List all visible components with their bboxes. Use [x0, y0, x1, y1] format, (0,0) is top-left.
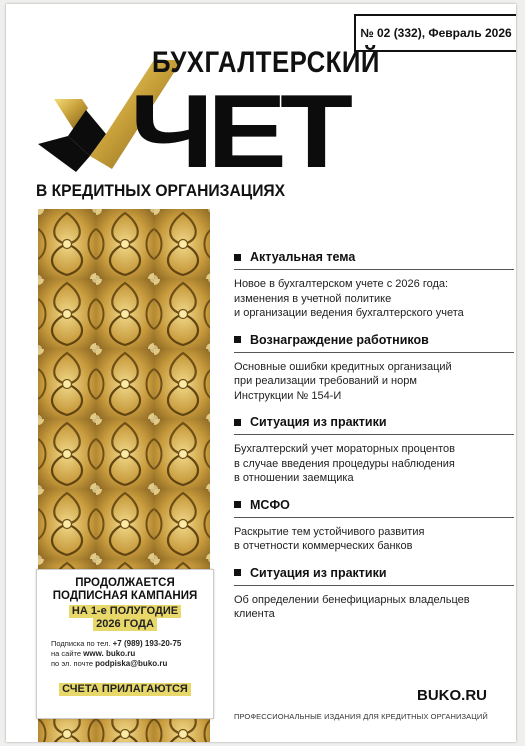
section-heading: Вознаграждение работников	[250, 332, 429, 347]
masthead-line3: В КРЕДИТНЫХ ОРГАНИЗАЦИЯХ	[36, 181, 286, 200]
promo-contacts: Подписка по тел. +7 (989) 193-20-75 на сайте www. buko.ru по эл. почте podpiska@buko.ru	[51, 639, 182, 668]
issue-number: № 02 (332), Февраль 2026	[354, 14, 516, 52]
promo-highlight-year: 2026 ГОДА	[93, 618, 157, 631]
toc-section	[234, 250, 514, 329]
promo-highlight-period: НА 1-е ПОЛУГОДИЕ	[69, 605, 181, 618]
square-bullet-icon	[234, 569, 241, 576]
promo-email: podpiska@buko.ru	[95, 659, 168, 668]
section-heading: МСФО	[250, 497, 290, 512]
masthead-line1: БУХГАЛТЕРСКИЙ	[152, 46, 380, 79]
section-heading: Ситуация из практики	[250, 415, 387, 429]
section-description: Новое в бухгалтерском учете с 2026 года: изменения в учетной политике и организации ведения бухгалтерского учета	[234, 278, 464, 319]
toc-section	[234, 333, 514, 412]
section-description: Бухгалтерский учет мораторных процентов в случае введения процедуры наблюдения в отношении заемщика	[234, 443, 455, 484]
promo-phone: +7 (989) 193-20-75	[112, 639, 182, 648]
toc-section	[234, 415, 514, 494]
promo-site: www. buko.ru	[83, 649, 136, 658]
square-bullet-icon	[234, 419, 241, 426]
toc-section	[234, 566, 514, 630]
promo-title-line1: ПРОДОЛЖАЕТСЯ	[75, 577, 175, 589]
section-heading: Актуальная тема	[250, 250, 356, 264]
square-bullet-icon	[234, 501, 241, 508]
section-description: Раскрытие тем устойчивого развития в отчетности коммерческих банков	[234, 525, 425, 552]
square-bullet-icon	[234, 254, 241, 261]
promo-invoices-note: СЧЕТА ПРИЛАГАЮТСЯ	[59, 683, 191, 696]
table-of-contents	[234, 250, 514, 634]
magazine-cover	[6, 4, 516, 742]
subscription-promo	[36, 569, 214, 719]
section-description: Об определении бенефициарных владельцев клиента	[234, 593, 470, 620]
section-heading: Ситуация из практики	[250, 565, 387, 580]
footer-site: BUKO.RU	[417, 687, 487, 704]
square-bullet-icon	[234, 336, 241, 343]
section-description: Основные ошибки кредитных организаций при реализации требований и норм Инструкции № 154-И	[234, 360, 452, 402]
footer-tagline: ПРОФЕССИОНАЛЬНЫЕ ИЗДАНИЯ ДЛЯ КРЕДИТНЫХ ОРГАНИЗАЦИЙ	[234, 712, 488, 721]
promo-title-line2: ПОДПИСНАЯ КАМПАНИЯ	[52, 590, 198, 602]
masthead-line2: ЧЕТ	[130, 74, 347, 190]
toc-section	[234, 498, 514, 562]
